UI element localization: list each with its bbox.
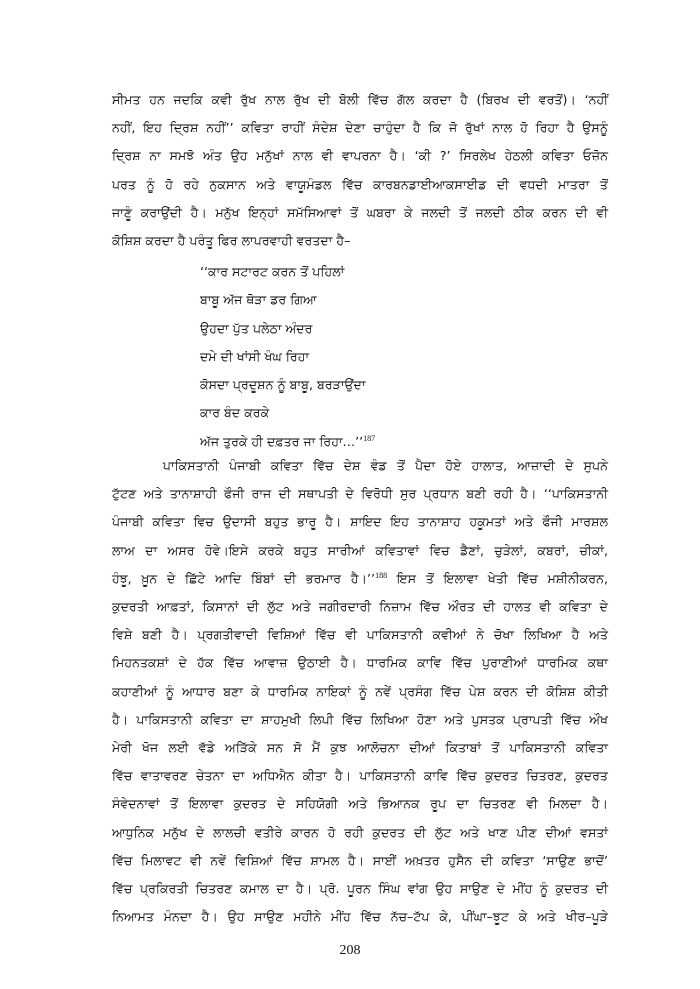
text-line: ਜਾਣੂੰ ਕਰਾਉਂਦੀ ਹੈ। ਮਨੁੱਖ ਇਨ੍ਹਾਂ ਸਮੱਸਿਆਵਾਂ ਤੋਂ ਘਬਰਾ ਕੇ ਜਲਦੀ ਤੋਂ ਜਲਦੀ ਠੀਕ ਕਰਨ ਦੀ ਵੀ [112,204,608,220]
footnote-ref-188: 188 [375,570,388,580]
text-line: ਸੀਮਤ ਹਨ ਜਦਕਿ ਕਵੀ ਰੁੱਖ ਨਾਲ ਰੁੱਖ ਦੀ ਬੋਲੀ ਵਿੱਚ ਗੱਲ ਕਰਦਾ ਹੈ (ਬਿਰਖ ਦੀ ਵਰਤੋਂ)। ‘ਨਹੀਂ [112,92,608,107]
text-line: ਸੰਵੇਦਨਾਵਾਂ ਤੋਂ ਇਲਾਵਾ ਕੁਦਰਤ ਦੇ ਸਹਿਯੋਗੀ ਅਤੇ ਭਿਆਨਕ ਰੂਪ ਦਾ ਚਿਤਰਣ ਵੀ ਮਿਲਦਾ ਹੈ। [112,796,608,812]
text-line: ਵਿੱਚ ਪ੍ਰਕਿਰਤੀ ਚਿਤਰਣ ਕਮਾਲ ਦਾ ਹੈ। ਪ੍ਰੋ. ਪੂਰਨ ਸਿੰਘ ਵਾਂਗ ਉਹ ਸਾਉਣ ਦੇ ਮੀਂਹ ਨੂੰ ਕੁਦਰਤ ਦੀ [112,881,608,897]
text-line: ਮਿਹਨਤਕਸ਼ਾਂ ਦੇ ਹੱਕ ਵਿੱਚ ਆਵਾਜ਼ ਉਠਾਈ ਹੈ। ਧਾਰਮਿਕ ਕਾਵਿ ਵਿੱਚ ਪੁਰਾਣੀਆਂ ਧਾਰਮਿਕ ਕਥਾ [112,655,608,671]
text-line: ਪੰਜਾਬੀ ਕਵਿਤਾ ਵਿਚ ਉਦਾਸੀ ਬਹੁਤ ਭਾਰੂ ਹੈ। ਸ਼ਾਇਦ ਇਹ ਤਾਨਾਸ਼ਾਹ ਹਕੂਮਤਾਂ ਅਤੇ ਫੌਜੀ ਮਾਰਸ਼ਲ [112,514,608,530]
text-line: ਨਿਆਮਤ ਮੰਨਦਾ ਹੈ। ਉਹ ਸਾਉਣ ਮਹੀਨੇ ਮੀਂਹ ਵਿੱਚ ਨੱਚ–ਟੱਪ ਕੇ, ਪੀਂਘਾ–ਝੂਟ ਕੇ ਅਤੇ ਖੀਰ–ਪੂੜੇ [112,909,608,925]
text-line: ਵਿਸ਼ੇ ਬਣੀ ਹੈ। ਪ੍ਰਗਤੀਵਾਦੀ ਵਿਸ਼ਿਆਂ ਵਿੱਚ ਵੀ ਪਾਕਿਸਤਾਨੀ ਕਵੀਆਂ ਨੇ ਚੋਖਾ ਲਿਖਿਆ ਹੈ ਅਤੇ [112,627,608,643]
poem-line: ਬਾਬੂ ਅੱਜ ਥੋੜਾ ਡਰ ਗਿਆ [200,292,317,308]
page-number: 208 [339,943,361,958]
text-line: ਆਧੁਨਿਕ ਮਨੁੱਖ ਦੇ ਲਾਲਚੀ ਵਤੀਰੇ ਕਾਰਨ ਹੋ ਰਹੀ ਕੁਦਰਤ ਦੀ ਲੁੱਟ ਅਤੇ ਖਾਣ ਪੀਣ ਦੀਆਂ ਵਸਤਾਂ [112,824,608,840]
text-line: ਨਹੀਂ, ਇਹ ਦ੍ਰਿਸ਼ ਨਹੀਂ’’ ਕਵਿਤਾ ਰਾਹੀਂ ਸੰਦੇਸ਼ ਦੇਣਾ ਚਾਹੁੰਦਾ ਹੈ ਕਿ ਜੋ ਰੁੱਖਾਂ ਨਾਲ ਹੋ ਰਿਹਾ ਹੈ ਉਸਨੂੰ [112,120,608,136]
text-line: ਲਾਅ ਦਾ ਅਸਰ ਹੋਵੇ।ਇਸੇ ਕਰਕੇ ਬਹੁਤ ਸਾਰੀਆਂ ਕਵਿਤਾਵਾਂ ਵਿਚ ਡੈਣਾਂ, ਚੁੜੇਲਾਂ, ਕਬਰਾਂ, ਚੀਕਾਂ, [112,542,608,558]
poem-quotation [200,258,375,456]
text-line: ਵਿੱਚ ਮਿਲਾਵਟ ਵੀ ਨਵੇਂ ਵਿਸ਼ਿਆਂ ਵਿੱਚ ਸ਼ਾਮਲ ਹੈ। ਸਾਈਂ ਅਖ਼ਤਰ ਹੁਸੈਨ ਦੀ ਕਵਿਤਾ ‘ਸਾਉਣ ਭਾਦੋਂ’ [112,852,608,868]
poem-line: ‘‘ਕਾਰ ਸਟਾਰਟ ਕਰਨ ਤੋਂ ਪਹਿਲਾਂ [200,264,345,279]
paragraph-1 [112,86,608,255]
text-line: ਵਿੱਚ ਵਾਤਾਵਰਣ ਚੇਤਨਾ ਦਾ ਅਧਿਐਨ ਕੀਤਾ ਹੈ। ਪਾਕਿਸਤਾਨੀ ਕਾਵਿ ਵਿੱਚ ਕੁਦਰਤ ਚਿਤਰਣ, ਕੁਦਰਤ [112,768,608,784]
text-line: ਪਾਕਿਸਤਾਨੀ ਪੰਜਾਬੀ ਕਵਿਤਾ ਵਿੱਚ ਦੇਸ਼ ਵੰਡ ਤੋਂ ਪੈਦਾ ਹੋਏ ਹਾਲਾਤ, ਆਜ਼ਾਦੀ ਦੇ ਸੁਪਨੇ [112,458,608,473]
poem-line: ਦਮੇ ਦੀ ਖਾਂਸੀ ਖੰਘ ਰਿਹਾ [200,348,310,364]
text-line: ਹੈ। ਪਾਕਿਸਤਾਨੀ ਕਵਿਤਾ ਦਾ ਸ਼ਾਹਮੁਖੀ ਲਿਪੀ ਵਿੱਚ ਲਿਖਿਆ ਹੋਣਾ ਅਤੇ ਪੁਸਤਕ ਪ੍ਰਾਪਤੀ ਵਿੱਚ ਔਖ [112,711,608,727]
text-line: ਕੁਦਰਤੀ ਆਫ਼ਤਾਂ, ਕਿਸਾਨਾਂ ਦੀ ਲੁੱਟ ਅਤੇ ਜਗੀਰਦਾਰੀ ਨਿਜ਼ਾਮ ਵਿੱਚ ਔਰਤ ਦੀ ਹਾਲਤ ਵੀ ਕਵਿਤਾ ਦੇ [112,599,608,615]
poem-line-text: ਅੱਜ ਤੁਰਕੇ ਹੀ ਦਫ਼ਤਰ ਜਾ ਰਿਹਾ…’’ [200,433,364,449]
paragraph-2 [112,452,608,931]
poem-line: ਕੋਸਦਾ ਪ੍ਰਦੂਸ਼ਨ ਨੂੰ ਬਾਬੂ, ਬਰੜਾਉਂਦਾ [200,377,366,393]
poem-line: ਉਹਦਾ ਪੁੱਤ ਪਲੇਠਾ ਅੰਦਰ [200,320,313,336]
text-line: ਪਰਤ ਨੂੰ ਹੋ ਰਹੇ ਨੁਕਸਾਨ ਅਤੇ ਵਾਯੂਮੰਡਲ ਵਿੱਚ ਕਾਰਬਨਡਾਈਆਕਸਾਈਡ ਦੀ ਵਧਦੀ ਮਾਤਰਾ ਤੋਂ [112,176,608,192]
text-line: ਦ੍ਰਿਸ਼ ਨਾ ਸਮਝੋ ਅੰਤ ਉਹ ਮਨੁੱਖਾਂ ਨਾਲ ਵੀ ਵਾਪਰਨਾ ਹੈ। ‘ਕੀ ?’ ਸਿਰਲੇਖ ਹੇਠਲੀ ਕਵਿਤਾ ਓਜ਼ੋਨ [112,148,608,164]
poem-line: ਕਾਰ ਬੰਦ ਕਰਕੇ [200,405,270,421]
text-line: ਕੋਸ਼ਿਸ਼ ਕਰਦਾ ਹੈ ਪਰੰਤੂ ਫਿਰ ਲਾਪਰਵਾਹੀ ਵਰਤਦਾ ਹੈ– [112,233,351,249]
text-line: ਟੁੱਟਣ ਅਤੇ ਤਾਨਾਸ਼ਾਹੀ ਫੌਜੀ ਰਾਜ ਦੀ ਸਥਾਪਤੀ ਦੇ ਵਿਰੋਧੀ ਸੁਰ ਪ੍ਰਧਾਨ ਬਣੀ ਰਹੀ ਹੈ। ‘‘ਪਾਕਿਸਤਾਨੀ [112,486,608,502]
text-line: ਕਹਾਣੀਆਂ ਨੂੰ ਆਧਾਰ ਬਣਾ ਕੇ ਧਾਰਮਿਕ ਨਾਇਕਾਂ ਨੂੰ ਨਵੇਂ ਪ੍ਰਸੰਗ ਵਿੱਚ ਪੇਸ਼ ਕਰਨ ਦੀ ਕੋਸ਼ਿਸ਼ ਕੀਤੀ [112,683,608,699]
text-line: ਮੇਰੀ ਖੋਜ ਲਈ ਵੱਡੇ ਅੜਿੱਕੇ ਸਨ ਸੋ ਮੈਂ ਕੁਝ ਆਲੋਚਨਾ ਦੀਆਂ ਕਿਤਾਬਾਂ ਤੋਂ ਪਾਕਿਸਤਾਨੀ ਕਵਿਤਾ [112,740,608,756]
footnote-ref-187: 187 [363,433,376,443]
text-line-with-footnote: ਹੰਝੂ, ਖ਼ੂਨ ਦੇ ਛਿੱਟੇ ਆਦਿ ਬਿੰਬਾਂ ਦੀ ਭਰਮਾਰ ਹੈ।’’$^{188}$ ਇਸ ਤੋਂ ਇਲਾਵਾ ਖੇਤੀ ਵਿੱਚ ਮਸ਼ੀਨੀਕਰਨ, [112,570,608,586]
